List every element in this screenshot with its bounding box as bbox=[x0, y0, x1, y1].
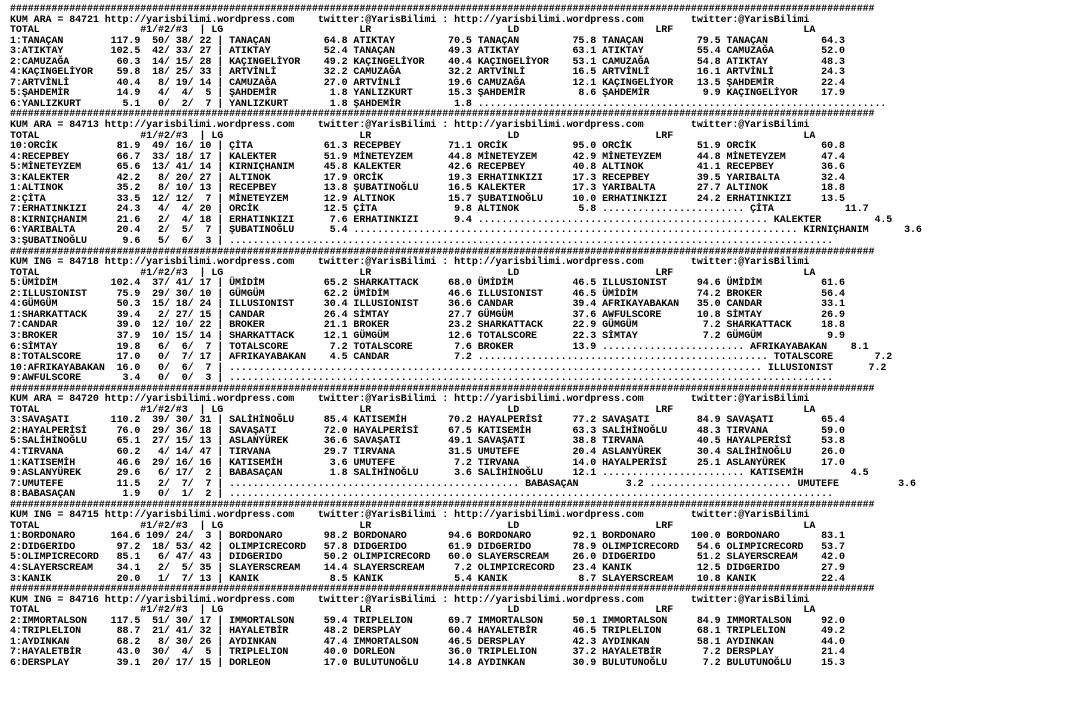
horse-row: 6:YANLIZKURT 5.1 0/ 2/ 7 | YANLIZKURT 1.8 ŞAHDEMİR 1.8 ..................................................................... bbox=[10, 98, 887, 110]
race-header: KUM ING = 84715 http://yarisbilimi.wordpress.com twitter:@YarisBilimi : http://yarisbilimi.wordpress.com twitter:@YarisBilimi bbox=[10, 510, 810, 522]
horse-row: 2:ILLUSIONIST 75.9 29/ 30/ 10 | GÜMGÜM 62.2 ÜMİDİM 46.6 ILLUSIONIST 46.5 ÜMİDİM 74.2 BROKER 56.4 bbox=[10, 288, 845, 300]
horse-row: 6:SİMTAY 19.8 6/ 6/ 7 | TOTALSCORE 7.2 TOTALSCORE 7.6 BROKER 13.9 ........................ AFRIKAYABAKAN 8.1 bbox=[10, 341, 869, 353]
horse-row: 3:KALEKTER 42.2 8/ 20/ 27 | ALTINOK 17.9 ORCİK 19.3 ERHATINKIZI 17.3 RECEPBEY 39.5 YARIBALTA 32.4 bbox=[10, 172, 845, 184]
horse-row: 1:AYDINKAN 68.2 8/ 30/ 26 | AYDINKAN 47.4 IMMORTALSON 46.5 DERSPLAY 42.3 AYDINKAN 58.1 AYDINKAN 44.0 bbox=[10, 636, 845, 648]
horse-row: 1:SHARKATTACK 39.4 2/ 27/ 15 | CANDAR 26.4 SİMTAY 27.7 GÜMGÜM 37.6 AWFULSCORE 10.8 SİMTAY 26.9 bbox=[10, 309, 845, 321]
race-header: KUM ARA = 84720 http://yarisbilimi.wordpress.com twitter:@YarisBilimi : http://yarisbilimi.wordpress.com twitter:@YarisBilimi bbox=[10, 394, 810, 406]
race-section bbox=[10, 501, 1077, 585]
horse-row: 10:AFRIKAYABAKAN 16.0 0/ 6/ 7 | .......................................................................................... ILLUSIONIST 7.2 bbox=[10, 362, 887, 374]
section-separator: ################################################################################################################################################## bbox=[10, 584, 875, 596]
horse-row: 2:DIDGERIDO 97.2 18/ 53/ 42 | OLIMPICRECORD 57.8 DIDGERIDO 61.9 DIDGERIDO 78.9 OLIMPICRECORD 54.6 OLIMPICRECORD 53.7 bbox=[10, 541, 845, 553]
column-header: TOTAL #1/#2/#3 | LG LR LD LRF LA bbox=[10, 520, 816, 532]
horse-row: 8:BABASAÇAN 1.9 0/ 1/ 2 | ...................................................................................................... bbox=[10, 489, 834, 501]
horse-row: 5:OLIMPICRECORD 85.1 6/ 47/ 43 | DIDGERIDO 50.2 OLIMPICRECORD 60.0 SLAYERSCREAM 26.0 DIDGERIDO 51.2 SLAYERSCREAM 42.0 bbox=[10, 552, 845, 564]
horse-row: 10:ORCİK 81.9 49/ 16/ 10 | ÇİTA 61.3 RECEPBEY 71.1 ORCİK 95.0 ORCİK 51.9 ORCİK 60.8 bbox=[10, 141, 845, 153]
horse-row: 5:ŞAHDEMİR 14.9 4/ 4/ 5 | ŞAHDEMİR 1.8 YANLIZKURT 15.3 ŞAHDEMİR 8.6 ŞAHDEMİR 9.9 KAÇINGELİYOR 17.9 bbox=[10, 88, 845, 100]
horse-row: 5:SALİHİNOĞLU 65.1 27/ 15/ 13 | ASLANYÜREK 36.6 SAVAŞATI 49.1 SAVAŞATI 38.8 TIRVANA 40.5 HAYALPERİSİ 53.8 bbox=[10, 436, 845, 448]
horse-row: 1:TANAÇAN 117.9 50/ 38/ 22 | TANAÇAN 64.8 ATIKTAY 70.5 TANAÇAN 75.8 TANAÇAN 79.5 TANAÇAN 64.3 bbox=[10, 35, 845, 47]
horse-row: 1:KATISEMİH 46.6 29/ 16/ 16 | KATISEMİH 3.6 UMUTEFE 7.2 TIRVANA 14.0 HAYALPERİSİ 25.1 ASLANYÜREK 17.0 bbox=[10, 457, 845, 469]
horse-row: 1:ALTINOK 35.2 8/ 10/ 13 | RECEPBEY 13.8 ŞUBATINOĞLU 16.5 KALEKTER 17.3 YARIBALTA 27.7 ALTINOK 18.8 bbox=[10, 183, 845, 195]
race-header: KUM ARA = 84713 http://yarisbilimi.wordpress.com twitter:@YarisBilimi : http://yarisbilimi.wordpress.com twitter:@YarisBilimi bbox=[10, 120, 810, 132]
horse-row: 3:SAVAŞATI 110.2 39/ 30/ 31 | SALİHİNOĞLU 85.4 KATISEMİH 70.2 HAYALPERİSİ 77.2 SAVAŞATI 84.9 SAVAŞATI 65.4 bbox=[10, 415, 845, 427]
race-section bbox=[10, 110, 1077, 247]
horse-row: 4:RECEPBEY 66.7 33/ 18/ 17 | KALEKTER 51.9 MİNETEYZEM 44.8 MİNETEYZEM 42.9 MİNETEYZEM 44.8 MİNETEYZEM 47.4 bbox=[10, 151, 845, 163]
horse-row: 7:ARTVİNLİ 40.4 8/ 19/ 14 | CAMUZAĞA 27.0 ARTVİNLİ 19.6 CAMUZAĞA 12.1 KAÇINGELİYOR 13.5 ŞAHDEMİR 22.4 bbox=[10, 77, 845, 89]
horse-row: 3:BROKER 37.9 10/ 15/ 14 | SHARKATTACK 12.1 GÜMGÜM 12.6 TOTALSCORE 22.3 SİMTAY 7.2 GÜMGÜM 9.9 bbox=[10, 330, 845, 342]
horse-row: 7:ERHATINKIZI 24.3 4/ 4/ 20 | ORCİK 12.5 ÇİTA 9.8 ALTINOK 5.8 ........................ ÇİTA 11.7 bbox=[10, 204, 869, 216]
horse-row: 6:DERSPLAY 39.1 20/ 17/ 15 | DORLEON 17.0 BULUTUNOĞLU 14.8 AYDINKAN 30.9 BULUTUNOĞLU 7.2 BULUTUNOĞLU 15.3 bbox=[10, 657, 845, 669]
horse-row: 5:ÜMİDİM 102.4 37/ 41/ 17 | ÜMİDİM 65.2 SHARKATTACK 68.0 ÜMİDİM 46.5 ILLUSIONIST 94.6 ÜMİDİM 61.6 bbox=[10, 278, 845, 290]
horse-row: 4:SLAYERSCREAM 34.1 2/ 5/ 35 | SLAYERSCREAM 14.4 SLAYERSCREAM 7.2 OLIMPICRECORD 23.4 KANIK 12.5 DIDGERIDO 27.9 bbox=[10, 562, 845, 574]
horse-row: 4:TIRVANA 60.2 4/ 14/ 47 | TIRVANA 29.7 TIRVANA 31.5 UMUTEFE 20.4 ASLANYÜREK 30.4 SALİHİNOĞLU 26.0 bbox=[10, 446, 845, 458]
race-section bbox=[10, 585, 1077, 669]
column-header: TOTAL #1/#2/#3 | LG LR LD LRF LA bbox=[10, 130, 816, 142]
horse-row: 4:GÜMGÜM 50.3 15/ 18/ 24 | ILLUSIONIST 30.4 ILLUSIONIST 36.6 CANDAR 39.4 AFRIKAYABAKAN 35.0 CANDAR 33.1 bbox=[10, 299, 845, 311]
horse-row: 2:IMMORTALSON 117.5 51/ 30/ 17 | IMMORTALSON 59.4 TRIPLELION 69.7 IMMORTALSON 50.1 IMMORTALSON 84.9 IMMORTALSON 92.0 bbox=[10, 615, 845, 627]
horse-row: 4:TRIPLELION 88.7 21/ 41/ 32 | HAYALETBİR 48.2 DERSPLAY 60.4 HAYALETBİR 46.5 TRIPLELION 68.1 TRIPLELION 49.2 bbox=[10, 626, 845, 638]
section-separator: ################################################################################################################################################## bbox=[10, 499, 875, 511]
horse-row: 3:ŞUBATINOĞLU 9.6 5/ 6/ 3 | ...................................................................................................... bbox=[10, 236, 834, 248]
horse-row: 5:MİNETEYZEM 65.6 13/ 41/ 14 | KIRNIÇHANIM 45.8 KALEKTER 42.6 RECEPBEY 40.8 ALTINOK 41.1 RECEPBEY 36.6 bbox=[10, 162, 845, 174]
race-header: KUM ARA = 84721 http://yarisbilimi.wordpress.com twitter:@YarisBilimi : http://yarisbilimi.wordpress.com twitter:@YarisBilimi bbox=[10, 14, 810, 26]
horse-row: 3:KANIK 20.0 1/ 7/ 13 | KANIK 8.5 KANIK 5.4 KANIK 8.7 SLAYERSCREAM 10.8 KANIK 22.4 bbox=[10, 573, 845, 585]
horse-row: 9:AWFULSCORE 3.4 0/ 0/ 3 | ...................................................................................................... bbox=[10, 373, 834, 385]
race-section bbox=[10, 385, 1077, 501]
column-header: TOTAL #1/#2/#3 | LG LR LD LRF LA bbox=[10, 605, 816, 617]
column-header: TOTAL #1/#2/#3 | LG LR LD LRF LA bbox=[10, 404, 816, 416]
horse-row: 2:CAMUZAĞA 60.3 14/ 15/ 28 | KAÇINGELİYOR 49.2 KAÇINGELİYOR 40.4 KAÇINGELİYOR 53.1 CAMUZAĞA 54.8 ATIKTAY 48.3 bbox=[10, 56, 845, 68]
horse-row: 8:KIRNIÇHANIM 21.6 2/ 4/ 18 | ERHATINKIZI 7.6 ERHATINKIZI 9.4 ................................................. KALEKTER 4.5 bbox=[10, 214, 893, 226]
horse-row: 2:ÇİTA 33.5 12/ 12/ 7 | MİNETEYZEM 12.9 ALTINOK 15.7 ŞUBATINOĞLU 10.0 ERHATINKIZI 24.2 ERHATINKIZI 13.5 bbox=[10, 193, 845, 205]
race-header: KUM ING = 84716 http://yarisbilimi.wordpress.com twitter:@YarisBilimi : http://yarisbilimi.wordpress.com twitter:@YarisBilimi bbox=[10, 594, 810, 606]
horse-row: 2:HAYALPERİSİ 76.0 29/ 36/ 18 | SAVAŞATI 72.0 HAYALPERİSİ 67.5 KATISEMİH 63.3 SALİHİNOĞLU 48.3 TIRVANA 59.0 bbox=[10, 425, 845, 437]
column-header: TOTAL #1/#2/#3 | LG LR LD LRF LA bbox=[10, 267, 816, 279]
horse-row: 3:ATIKTAY 102.5 42/ 33/ 27 | ATIKTAY 52.4 TANAÇAN 49.3 ATIKTAY 63.1 ATIKTAY 55.4 CAMUZAĞA 52.0 bbox=[10, 46, 845, 58]
section-separator: ################################################################################################################################################## bbox=[10, 246, 875, 258]
race-header: KUM ING = 84718 http://yarisbilimi.wordpress.com twitter:@YarisBilimi : http://yarisbilimi.wordpress.com twitter:@YarisBilimi bbox=[10, 257, 810, 269]
horse-row: 8:TOTALSCORE 17.0 0/ 7/ 17 | AFRIKAYABAKAN 4.5 CANDAR 7.2 ................................................. TOTALSCORE 7.2 bbox=[10, 352, 893, 364]
horse-row: 1:BORDONARO 164.6 109/ 24/ 3 | BORDONARO 98.2 BORDONARO 94.6 BORDONARO 92.1 BORDONARO 100.0 BORDONARO 83.1 bbox=[10, 531, 845, 543]
section-separator: ################################################################################################################################################## bbox=[10, 109, 875, 121]
column-header: TOTAL #1/#2/#3 | LG LR LD LRF LA bbox=[10, 25, 816, 37]
horse-row: 7:CANDAR 39.0 12/ 10/ 22 | BROKER 21.1 BROKER 23.2 SHARKATTACK 22.9 GÜMGÜM 7.2 SHARKATTACK 18.8 bbox=[10, 320, 845, 332]
horse-row: 9:ASLANYÜREK 29.6 6/ 17/ 2 | BABASAÇAN 1.8 SALİHİNOĞLU 3.6 SALİHİNOĞLU 12.1 ........................ KATISEMİH 4.5 bbox=[10, 468, 869, 480]
race-section bbox=[10, 248, 1077, 385]
horse-row: 6:YARIBALTA 20.4 2/ 5/ 7 | ŞUBATINOĞLU 5.4 ........................................................................... KIRNIÇHANIM 3.6 bbox=[10, 225, 922, 237]
section-separator: ################################################################################################################################################## bbox=[10, 4, 875, 15]
horse-row: 4:KAÇINGELİYOR 59.8 18/ 25/ 33 | ARTVİNLİ 32.2 CAMUZAĞA 32.2 ARTVİNLİ 16.5 ARTVİNLİ 16.1 ARTVİNLİ 24.3 bbox=[10, 67, 845, 79]
race-section bbox=[10, 5, 1077, 110]
section-separator: ################################################################################################################################################## bbox=[10, 383, 875, 395]
horse-row: 7:UMUTEFE 11.5 2/ 7/ 7 | ................................................. BABASAÇAN 3.2 ........................ UMUTEFE 3.6 bbox=[10, 478, 916, 490]
horse-row: 7:HAYALETBİR 43.0 30/ 4/ 5 | TRIPLELION 40.0 DORLEON 36.0 TRIPLELION 37.2 HAYALETBİR 7.2 DERSPLAY 21.4 bbox=[10, 647, 845, 659]
